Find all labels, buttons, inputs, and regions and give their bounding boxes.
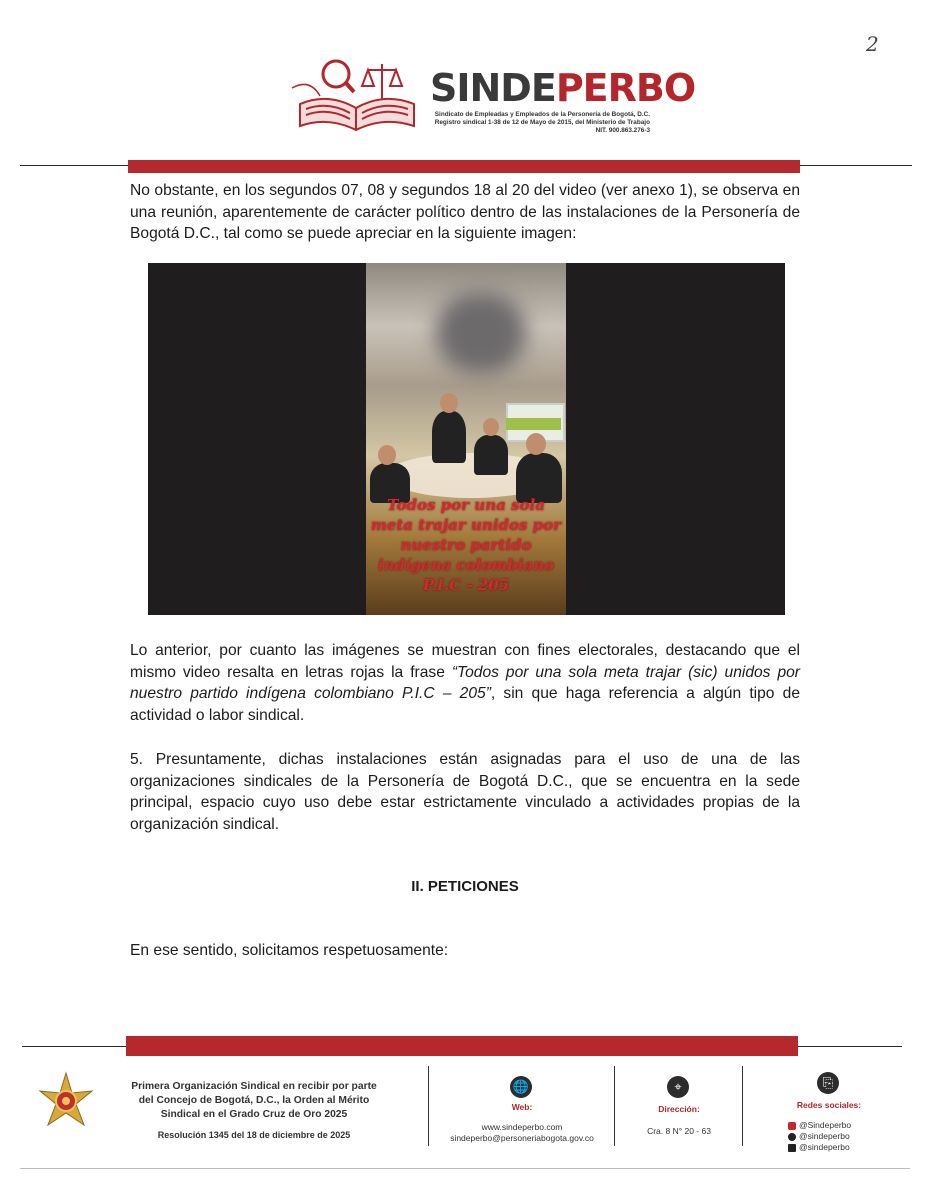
overlay-line: indígena colombiano bbox=[377, 556, 555, 574]
footer-divider bbox=[742, 1066, 743, 1146]
section-heading: II. PETICIONES bbox=[411, 878, 519, 895]
social-handle: @sindeperbo bbox=[799, 1142, 850, 1152]
paragraph-4: En ese sentido, solicitamos respetuosamente: bbox=[130, 942, 449, 959]
overlay-line: Todos por una sola bbox=[387, 496, 545, 514]
photo-video-frame bbox=[366, 263, 566, 615]
award-line: del Concejo de Bogotá, D.C., la Orden al Mérito bbox=[138, 1095, 370, 1106]
web-url-link[interactable]: www.sindeperbo.com bbox=[481, 1122, 563, 1132]
social-item-youtube[interactable] bbox=[788, 1120, 851, 1131]
globe-icon: 🌐 bbox=[510, 1076, 532, 1098]
tiktok-icon bbox=[788, 1133, 796, 1141]
book-scales-logo-icon bbox=[290, 56, 425, 136]
brand-subtitle bbox=[430, 111, 650, 135]
page-number: 2 bbox=[866, 32, 879, 56]
paragraph-2 bbox=[130, 640, 800, 726]
brand-title-part2: PERBO bbox=[555, 66, 696, 110]
paragraph-2-text-end: , sin que haga referencia a algún tipo de actividad o labor sindical. bbox=[130, 685, 800, 724]
cruz-de-oro-medal-icon bbox=[36, 1071, 96, 1131]
brand-subtitle-line: Registro sindical 1-38 de 12 de Mayo de 2015, del Ministerio de Trabajo bbox=[434, 119, 650, 126]
brand-title bbox=[430, 68, 695, 108]
overlay-line: P.I.C - 205 bbox=[422, 576, 510, 594]
social-network-icon: ⎘ bbox=[817, 1072, 839, 1094]
header-red-bar bbox=[128, 160, 800, 173]
photo-overlay-text bbox=[366, 495, 566, 595]
overlay-line: nuestro partido bbox=[400, 536, 532, 554]
social-item-x[interactable] bbox=[788, 1142, 851, 1153]
brand-subtitle-line: NIT. 900.863.276-3 bbox=[595, 127, 650, 134]
x-icon bbox=[788, 1144, 796, 1152]
social-item-tiktok[interactable] bbox=[788, 1131, 851, 1142]
award-line: Sindical en el Grado Cruz de Oro 2025 bbox=[160, 1109, 348, 1120]
web-label: Web: bbox=[511, 1102, 533, 1112]
bottom-rule bbox=[20, 1168, 910, 1169]
brand-title-part1: SINDE bbox=[430, 66, 556, 110]
location-pin-icon: ⌖ bbox=[667, 1076, 689, 1098]
address-label: Dirección: bbox=[658, 1104, 700, 1114]
award-resolution: Resolución 1345 del 18 de diciembre de 2025 bbox=[157, 1130, 351, 1140]
footer-red-bar bbox=[126, 1036, 798, 1056]
brand-subtitle-line: Sindicato de Empleadas y Empleados de la Personería de Bogotá, D.C. bbox=[434, 111, 650, 118]
social-handle: @Sindeperbo bbox=[799, 1120, 852, 1130]
paragraph-2-quote: “Todos por una sola meta trajar (sic) unidos por nuestro partido indígena colombiano P.I.C – 205” bbox=[130, 663, 800, 702]
footer-divider bbox=[428, 1066, 429, 1146]
overlay-line: meta trajar unidos por bbox=[370, 516, 562, 534]
award-text bbox=[104, 1080, 404, 1142]
paragraph-1: No obstante, en los segundos 07, 08 y segundos 18 al 20 del video (ver anexo 1), se observa en una reunión, aparentemente de carácter político dentro de las instalaciones de la Personería de Bogotá D.C., tal como se puede apreciar en la siguiente imagen: bbox=[130, 182, 800, 242]
award-line: Primera Organización Sindical en recibir por parte bbox=[131, 1081, 377, 1092]
web-email-link[interactable]: sindeperbo@personeriabogota.gov.co bbox=[450, 1133, 594, 1143]
social-label: Redes sociales: bbox=[796, 1100, 862, 1110]
embedded-meeting-photo bbox=[148, 263, 785, 615]
paragraph-2-text: Lo anterior, por cuanto las imágenes se muestran con fines electorales, destacando que el mismo video resalta en letras rojas la frase bbox=[130, 642, 800, 681]
address-value: Cra. 8 N° 20 - 63 bbox=[647, 1126, 711, 1136]
youtube-icon bbox=[788, 1122, 796, 1130]
social-handle: @sindeperbo bbox=[799, 1131, 850, 1141]
social-list bbox=[788, 1120, 851, 1153]
footer-divider bbox=[614, 1066, 615, 1146]
paragraph-3: 5. Presuntamente, dichas instalaciones están asignadas para el uso de una de las organizaciones sindicales de la Personería de Bogotá D.C., que se encuentra en la sede principal, espacio cuyo uso debe estar estrictamente vinculado a actividades propias de la organización sindical. bbox=[130, 751, 800, 833]
web-contact bbox=[436, 1122, 608, 1144]
